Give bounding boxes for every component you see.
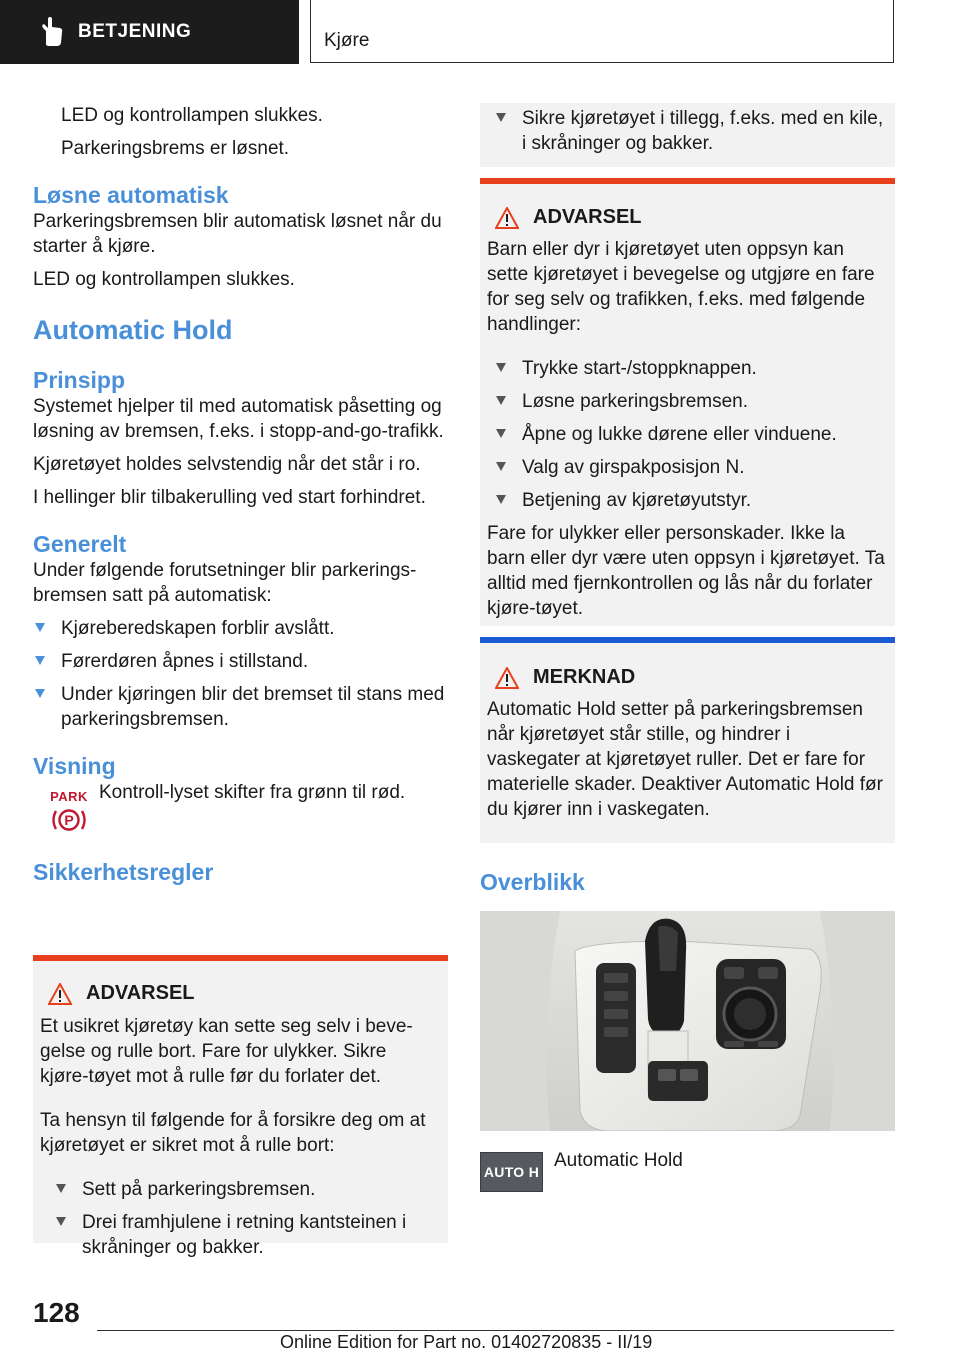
center-console-illustration: [480, 911, 895, 1131]
list-item: Førerdøren åpnes i stillstand.: [33, 649, 448, 674]
bullet-triangle-icon: [35, 656, 45, 665]
principle-text-2: Kjøretøyet holdes selvstendig når det står i ro.: [33, 454, 421, 475]
page-number: 128: [33, 1297, 80, 1328]
loosen-text-2: LED og kontrollampen slukkes.: [33, 269, 295, 290]
continuation-list: [494, 103, 895, 156]
left-column: [33, 103, 448, 886]
warning-triangle-icon: [495, 667, 519, 689]
list-item: Betjening av kjøretøyutstyr.: [494, 488, 885, 513]
general-heading: Generelt: [33, 531, 127, 557]
principle-text-3: I hellinger blir tilbakerulling ved start forhindret.: [33, 487, 426, 508]
overview-heading: Overblikk: [480, 869, 585, 895]
warning-triangle-icon: [495, 207, 519, 229]
loosen-text: Parkeringsbremsen blir automatisk løsnet når du starter å kjøre.: [33, 211, 442, 257]
warning-list: [494, 356, 885, 513]
general-list: [33, 616, 448, 732]
list-item: Sikre kjøretøyet i tillegg, f.eks. med en kile, i skråninger og bakker.: [494, 106, 885, 156]
intro-line: Parkeringsbrems er løsnet.: [61, 138, 290, 159]
warning-triangle-icon: [48, 983, 72, 1005]
section-label: BETJENING: [78, 21, 192, 42]
display-heading: Visning: [33, 753, 116, 779]
bullet-triangle-icon: [496, 113, 506, 122]
warning-text: Et usikret kjøretøy kan sette seg selv i beve-gelse og rulle bort. Fare for ulykker. Sikre kjøre-tøyet mot å rulle før du forlater det.: [40, 1016, 413, 1087]
bullet-triangle-icon: [496, 396, 506, 405]
note-text: Automatic Hold setter på parkeringsbremsen når kjøretøyet står stille, og hindrer i vaskegater at kjøretøyet ruller. Det er fare for materielle skader. Deaktiver Automatic Hold før du kjører inn i vaskegaten.: [487, 699, 883, 820]
principle-heading: Prinsipp: [33, 367, 126, 393]
bullet-triangle-icon: [496, 462, 506, 471]
chapter-header: [310, 0, 894, 63]
warning-title: ADVARSEL: [495, 205, 885, 230]
warning-text: Barn eller dyr i kjøretøyet uten oppsyn kan sette kjøretøyet i bevegelse og utgjøre en fare for seg selv og trafikken, f.eks. med følgende handlinger:: [487, 239, 875, 335]
bullet-triangle-icon: [56, 1217, 66, 1226]
warning-box-children: [480, 178, 895, 626]
loosen-heading: Løsne automatisk: [33, 182, 229, 208]
general-text: Under følgende forutsetninger blir parkerings-bremsen satt på automatisk:: [33, 560, 417, 606]
auto-hold-label: Automatic Hold: [554, 1150, 683, 1171]
footer-edition: Online Edition for Part no. 01402720835 - II/19: [280, 1332, 653, 1352]
bullet-triangle-icon: [35, 689, 45, 698]
svg-text:P: P: [64, 812, 74, 828]
main-heading: Automatic Hold: [33, 315, 233, 345]
warning-box: [33, 955, 448, 1258]
list-item: Valg av girspakposisjon N.: [494, 455, 885, 480]
section-tab: [0, 0, 299, 64]
display-text: Kontroll-lyset skifter fra grønn til rød.: [99, 782, 406, 803]
warning-title: ADVARSEL: [48, 981, 438, 1006]
list-item: Åpne og lukke dørene eller vinduene.: [494, 422, 885, 447]
warning-text-2: Ta hensyn til følgende for å forsikre deg om at kjøretøyet er sikret mot å rulle bort:: [40, 1110, 426, 1156]
bullet-triangle-icon: [56, 1184, 66, 1193]
display-row: [33, 780, 448, 834]
hand-icon: [34, 15, 68, 49]
bullet-triangle-icon: [496, 495, 506, 504]
note-title: MERKNAD: [495, 665, 885, 690]
list-item: Kjørеberedskapen forblir avslått.: [33, 616, 448, 641]
auto-hold-button-icon: AUTO H: [480, 1152, 543, 1192]
principle-text: Systemet hjelper til med automatisk påsetting og løsning av bremsen, f.eks. i stopp-and-go-trafikk.: [33, 396, 444, 442]
list-item: Sett på parkeringsbremsen.: [54, 1177, 438, 1202]
warning-text-2: Fare for ulykker eller personskader. Ikke la barn eller dyr være uten oppsyn i kjøretøyet. Ta alltid med fjernkontrollen og lås når du forlater kjøre-tøyet.: [487, 523, 885, 619]
list-item: Trykke start-/stoppknappen.: [494, 356, 885, 381]
footer-divider: [97, 1330, 894, 1331]
intro-line: LED og kontrollampen slukkes.: [61, 105, 323, 126]
list-item: Under kjøringen blir det bremset til stans med parkeringsbremsen.: [33, 682, 448, 732]
note-box: [480, 637, 895, 843]
safety-heading: Sikkerhetsregler: [33, 859, 214, 885]
bullet-triangle-icon: [35, 623, 45, 632]
list-item: Drei framhjulene i retning kantsteinen i skråninger og bakker.: [54, 1210, 438, 1260]
park-brake-icon: PARK P: [50, 789, 88, 828]
bullet-triangle-icon: [496, 429, 506, 438]
bullet-triangle-icon: [496, 363, 506, 372]
chapter-title: Kjøre: [324, 30, 370, 51]
warning-continuation-box: [480, 103, 895, 167]
warning-list: [54, 1177, 438, 1260]
list-item: Løsne parkeringsbremsen.: [494, 389, 885, 414]
